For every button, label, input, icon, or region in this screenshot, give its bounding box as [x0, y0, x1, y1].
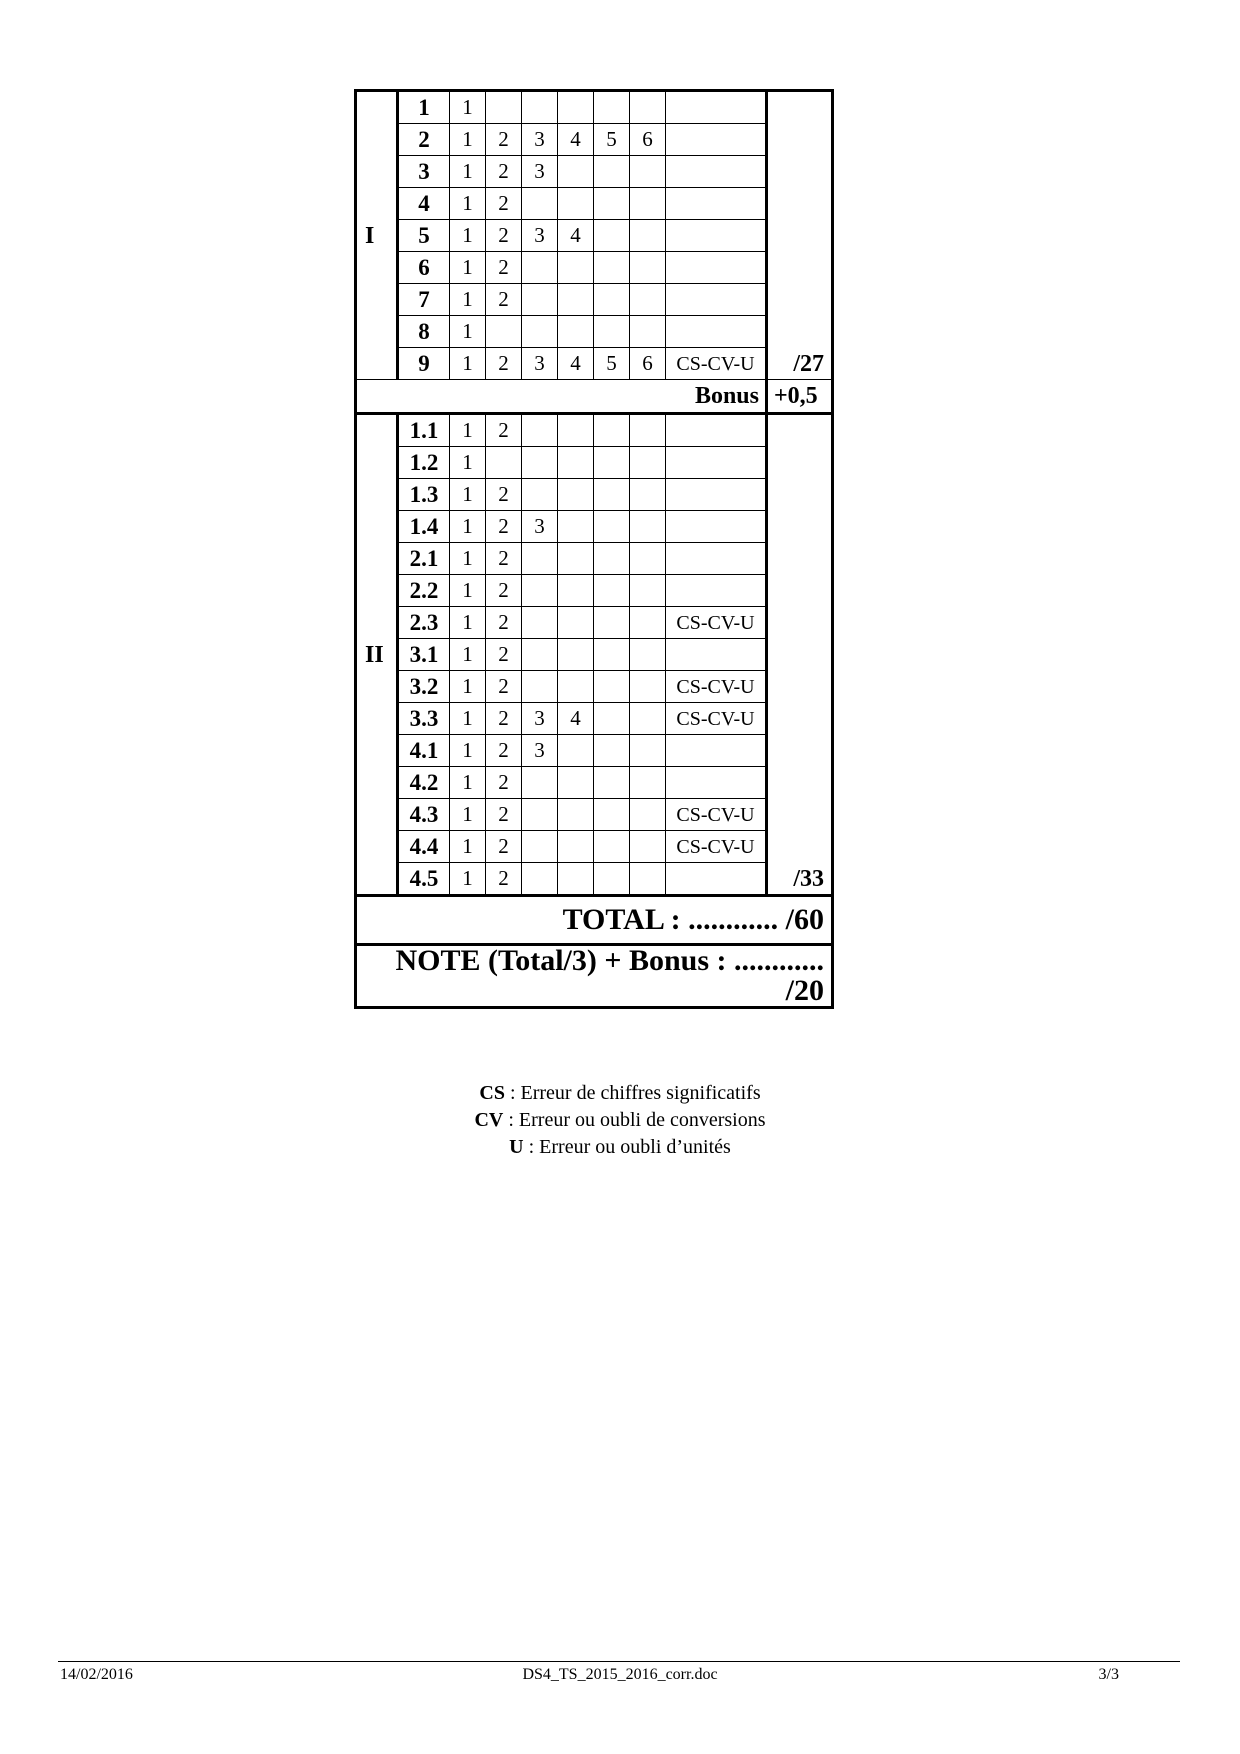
point-cell: [630, 91, 666, 124]
point-cell: 2: [486, 124, 522, 156]
point-cell: 1: [450, 479, 486, 511]
point-cell: [594, 447, 630, 479]
section-score: /27: [767, 91, 833, 380]
point-cell: 2: [486, 220, 522, 252]
point-cell: [594, 156, 630, 188]
point-cell: [558, 91, 594, 124]
comment-cell: [666, 447, 767, 479]
question-number: 3.1: [398, 639, 450, 671]
comment-cell: [666, 220, 767, 252]
comment-cell: [666, 252, 767, 284]
table-row: [356, 447, 833, 479]
comment-cell: [666, 316, 767, 348]
point-cell: [522, 479, 558, 511]
point-cell: [630, 284, 666, 316]
point-cell: 2: [486, 735, 522, 767]
point-cell: [630, 607, 666, 639]
point-cell: [630, 863, 666, 896]
question-number: 4.4: [398, 831, 450, 863]
comment-cell: [666, 863, 767, 896]
comment-cell: [666, 156, 767, 188]
legend-line: [0, 1080, 1240, 1107]
point-cell: [522, 799, 558, 831]
point-cell: [594, 479, 630, 511]
point-cell: [594, 414, 630, 447]
legend-line: [0, 1134, 1240, 1161]
table-row: [356, 511, 833, 543]
point-cell: 3: [522, 220, 558, 252]
point-cell: [558, 447, 594, 479]
bonus-value: +0,5: [767, 380, 833, 414]
point-cell: 1: [450, 414, 486, 447]
point-cell: [522, 831, 558, 863]
point-cell: [558, 799, 594, 831]
point-cell: 2: [486, 799, 522, 831]
point-cell: 4: [558, 220, 594, 252]
comment-cell: [666, 639, 767, 671]
point-cell: [630, 511, 666, 543]
point-cell: [558, 252, 594, 284]
table-row: [356, 479, 833, 511]
comment-cell: [666, 284, 767, 316]
question-number: 9: [398, 348, 450, 380]
question-number: 2: [398, 124, 450, 156]
point-cell: [558, 735, 594, 767]
note-line: NOTE (Total/3) + Bonus : ............ /20: [356, 945, 833, 1008]
table-row: [356, 831, 833, 863]
question-number: 4.5: [398, 863, 450, 896]
point-cell: [558, 316, 594, 348]
point-cell: [594, 252, 630, 284]
point-cell: [558, 639, 594, 671]
point-cell: [558, 188, 594, 220]
legend: [0, 1080, 1240, 1161]
point-cell: 2: [486, 543, 522, 575]
point-cell: 2: [486, 414, 522, 447]
point-cell: [522, 316, 558, 348]
question-number: 5: [398, 220, 450, 252]
point-cell: 2: [486, 639, 522, 671]
point-cell: [630, 188, 666, 220]
point-cell: 2: [486, 671, 522, 703]
point-cell: [594, 607, 630, 639]
point-cell: 6: [630, 348, 666, 380]
point-cell: [594, 863, 630, 896]
table-row: [356, 124, 833, 156]
point-cell: 4: [558, 124, 594, 156]
point-cell: [594, 511, 630, 543]
question-number: 3.3: [398, 703, 450, 735]
note-row: [356, 945, 833, 1008]
point-cell: [630, 479, 666, 511]
footer-date: 14/02/2016: [60, 1666, 133, 1683]
point-cell: 1: [450, 671, 486, 703]
point-cell: [630, 414, 666, 447]
point-cell: [558, 511, 594, 543]
point-cell: 1: [450, 799, 486, 831]
point-cell: 1: [450, 316, 486, 348]
point-cell: [486, 316, 522, 348]
point-cell: [594, 91, 630, 124]
point-cell: [630, 156, 666, 188]
table-row: [356, 703, 833, 735]
point-cell: 1: [450, 447, 486, 479]
point-cell: [522, 575, 558, 607]
grading-table: [354, 89, 834, 1009]
legend-abbreviation: CS: [479, 1082, 505, 1104]
point-cell: 1: [450, 220, 486, 252]
point-cell: 1: [450, 767, 486, 799]
point-cell: [522, 863, 558, 896]
comment-cell: [666, 575, 767, 607]
table-row: [356, 799, 833, 831]
comment-cell: CS-CV-U: [666, 348, 767, 380]
point-cell: [594, 284, 630, 316]
point-cell: [630, 735, 666, 767]
question-number: 4.2: [398, 767, 450, 799]
point-cell: 1: [450, 575, 486, 607]
point-cell: 3: [522, 124, 558, 156]
point-cell: [522, 639, 558, 671]
comment-cell: [666, 767, 767, 799]
point-cell: [594, 831, 630, 863]
legend-abbreviation: CV: [474, 1109, 504, 1131]
point-cell: [558, 671, 594, 703]
table-row: [356, 348, 833, 380]
point-cell: [522, 414, 558, 447]
question-number: 3.2: [398, 671, 450, 703]
point-cell: 2: [486, 767, 522, 799]
point-cell: [630, 316, 666, 348]
question-number: 4.3: [398, 799, 450, 831]
question-number: 4: [398, 188, 450, 220]
point-cell: [594, 543, 630, 575]
question-number: 7: [398, 284, 450, 316]
point-cell: [558, 863, 594, 896]
point-cell: 1: [450, 156, 486, 188]
footer-filename: DS4_TS_2015_2016_corr.doc: [522, 1666, 718, 1683]
point-cell: 1: [450, 284, 486, 316]
comment-cell: CS-CV-U: [666, 703, 767, 735]
point-cell: 1: [450, 543, 486, 575]
point-cell: 2: [486, 703, 522, 735]
point-cell: 1: [450, 348, 486, 380]
point-cell: [558, 284, 594, 316]
point-cell: 1: [450, 735, 486, 767]
point-cell: [486, 91, 522, 124]
point-cell: 2: [486, 284, 522, 316]
point-cell: [594, 735, 630, 767]
point-cell: 4: [558, 703, 594, 735]
point-cell: [486, 447, 522, 479]
table-row: [356, 671, 833, 703]
point-cell: 1: [450, 831, 486, 863]
point-cell: [522, 91, 558, 124]
point-cell: [630, 543, 666, 575]
comment-cell: [666, 124, 767, 156]
point-cell: [558, 575, 594, 607]
comment-cell: [666, 188, 767, 220]
total-row: [356, 896, 833, 945]
point-cell: [630, 639, 666, 671]
point-cell: [558, 607, 594, 639]
table-row: [356, 188, 833, 220]
point-cell: [594, 188, 630, 220]
total-line: TOTAL : ............ /60: [356, 896, 833, 945]
table-row: [356, 607, 833, 639]
point-cell: 6: [630, 124, 666, 156]
table-row: [356, 91, 833, 124]
point-cell: 3: [522, 156, 558, 188]
comment-cell: CS-CV-U: [666, 607, 767, 639]
bonus-label: Bonus: [356, 380, 767, 414]
point-cell: 3: [522, 511, 558, 543]
point-cell: 1: [450, 607, 486, 639]
question-number: 3: [398, 156, 450, 188]
point-cell: 2: [486, 156, 522, 188]
point-cell: [630, 220, 666, 252]
point-cell: 1: [450, 511, 486, 543]
legend-line: [0, 1107, 1240, 1134]
point-cell: [558, 543, 594, 575]
point-cell: [522, 543, 558, 575]
question-number: 1.2: [398, 447, 450, 479]
point-cell: [630, 671, 666, 703]
table-row: [356, 735, 833, 767]
question-number: 6: [398, 252, 450, 284]
footer-divider: [58, 1661, 1180, 1662]
point-cell: [594, 671, 630, 703]
point-cell: 1: [450, 863, 486, 896]
point-cell: 1: [450, 91, 486, 124]
point-cell: 4: [558, 348, 594, 380]
point-cell: [594, 703, 630, 735]
comment-cell: CS-CV-U: [666, 799, 767, 831]
point-cell: [522, 447, 558, 479]
footer-page-number: 3/3: [1098, 1666, 1119, 1683]
legend-abbreviation: U: [509, 1136, 524, 1158]
point-cell: [630, 799, 666, 831]
point-cell: 2: [486, 575, 522, 607]
table-row: [356, 575, 833, 607]
table-row: [356, 316, 833, 348]
point-cell: [630, 703, 666, 735]
point-cell: 3: [522, 348, 558, 380]
point-cell: [630, 447, 666, 479]
point-cell: 1: [450, 188, 486, 220]
point-cell: 1: [450, 124, 486, 156]
point-cell: 1: [450, 639, 486, 671]
point-cell: [522, 607, 558, 639]
point-cell: [594, 639, 630, 671]
legend-description: : Erreur ou oubli de conversions: [503, 1109, 766, 1131]
point-cell: [558, 156, 594, 188]
point-cell: 2: [486, 863, 522, 896]
section-label: II: [356, 414, 398, 896]
section-label: I: [356, 91, 398, 380]
section-score: /33: [767, 414, 833, 896]
table-row: [356, 639, 833, 671]
point-cell: [522, 671, 558, 703]
table-row: [356, 220, 833, 252]
comment-cell: [666, 479, 767, 511]
point-cell: [522, 252, 558, 284]
point-cell: [594, 575, 630, 607]
table-row: [356, 252, 833, 284]
point-cell: [594, 316, 630, 348]
point-cell: 2: [486, 188, 522, 220]
point-cell: 1: [450, 703, 486, 735]
question-number: 1: [398, 91, 450, 124]
point-cell: 2: [486, 348, 522, 380]
point-cell: 2: [486, 607, 522, 639]
question-number: 2.2: [398, 575, 450, 607]
point-cell: 1: [450, 252, 486, 284]
point-cell: [630, 831, 666, 863]
point-cell: [522, 188, 558, 220]
point-cell: [630, 252, 666, 284]
point-cell: [630, 767, 666, 799]
table-row: [356, 767, 833, 799]
point-cell: 5: [594, 124, 630, 156]
point-cell: [594, 799, 630, 831]
comment-cell: [666, 543, 767, 575]
comment-cell: [666, 414, 767, 447]
question-number: 4.1: [398, 735, 450, 767]
point-cell: [558, 414, 594, 447]
bonus-row: [356, 380, 833, 414]
question-number: 1.4: [398, 511, 450, 543]
comment-cell: [666, 91, 767, 124]
point-cell: 2: [486, 479, 522, 511]
point-cell: [594, 220, 630, 252]
comment-cell: CS-CV-U: [666, 671, 767, 703]
point-cell: [558, 479, 594, 511]
table-row: [356, 414, 833, 447]
point-cell: 3: [522, 703, 558, 735]
question-number: 1.1: [398, 414, 450, 447]
table-row: [356, 863, 833, 896]
comment-cell: [666, 511, 767, 543]
comment-cell: CS-CV-U: [666, 831, 767, 863]
comment-cell: [666, 735, 767, 767]
table-row: [356, 284, 833, 316]
table-row: [356, 156, 833, 188]
point-cell: [558, 831, 594, 863]
point-cell: 2: [486, 831, 522, 863]
point-cell: 2: [486, 252, 522, 284]
question-number: 8: [398, 316, 450, 348]
question-number: 1.3: [398, 479, 450, 511]
point-cell: [594, 767, 630, 799]
point-cell: [522, 284, 558, 316]
question-number: 2.1: [398, 543, 450, 575]
point-cell: [558, 767, 594, 799]
point-cell: 2: [486, 511, 522, 543]
table-row: [356, 543, 833, 575]
question-number: 2.3: [398, 607, 450, 639]
legend-description: : Erreur ou oubli d’unités: [523, 1136, 731, 1158]
legend-description: : Erreur de chiffres significatifs: [504, 1082, 761, 1104]
point-cell: 3: [522, 735, 558, 767]
point-cell: [522, 767, 558, 799]
point-cell: [630, 575, 666, 607]
point-cell: 5: [594, 348, 630, 380]
